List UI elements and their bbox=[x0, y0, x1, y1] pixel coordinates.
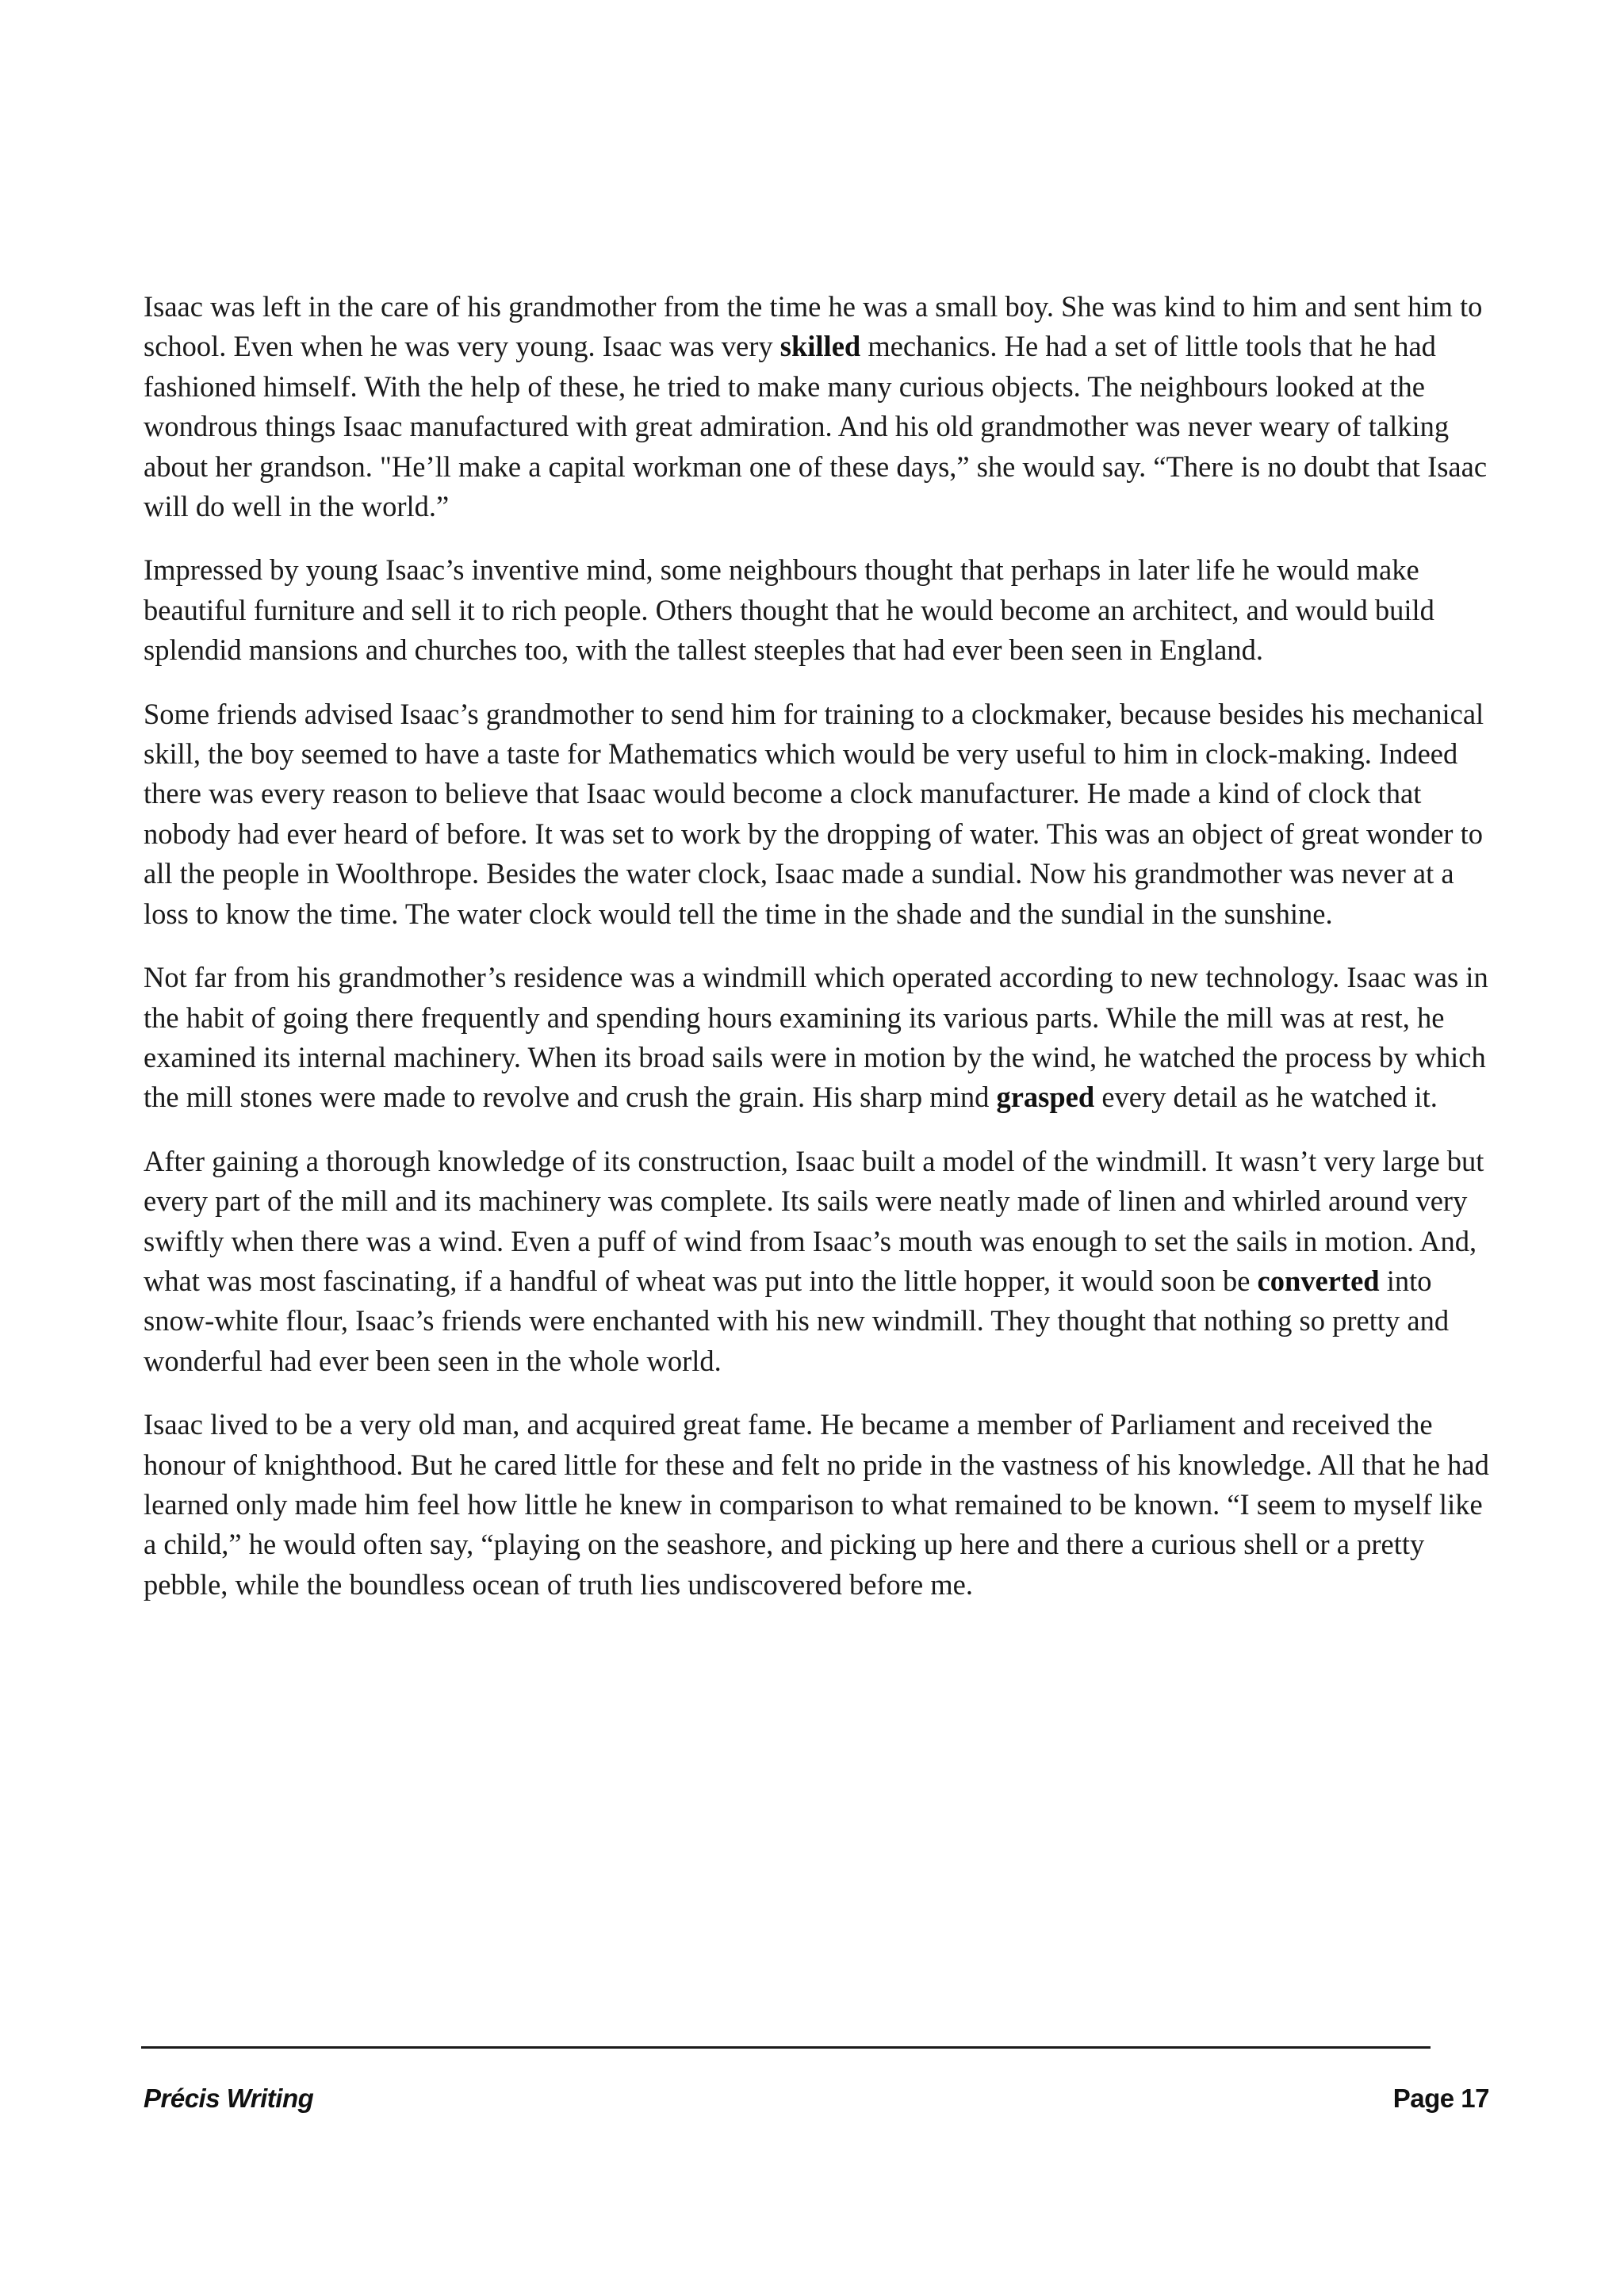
paragraph-text: Impressed by young Isaac’s inventive mind, some neighbours thought that perhaps in later life he would make beautiful furniture and sell it to rich people. Others thought that he would become an architect, and would build splendid mansions and churches too, with the tallest steeples that had ever been seen in England. bbox=[144, 553, 1434, 667]
paragraph bbox=[144, 695, 1492, 934]
paragraph bbox=[144, 550, 1492, 670]
paragraph-text: Isaac was left in the care of his grandmother from the time he was a small boy. She was kind to him and sent him to school. Even when he was very young. Isaac was very bbox=[144, 290, 1483, 363]
bold-term: converted bbox=[1257, 1264, 1380, 1297]
paragraph-text: Some friends advised Isaac’s grandmother to send him for training to a clockmaker, because besides his mechanical skill, the boy seemed to have a taste for Mathematics which would be very useful to him in clock-making. Indeed there was every reason to believe that Isaac would become a clock manufacturer. He made a kind of clock that nobody had ever heard of before. It was set to work by the dropping of water. This was an object of great wonder to all the people in Woolthrope. Besides the water clock, Isaac made a sundial. Now his grandmother was never at a loss to know the time. The water clock would tell the time in the shade and the sundial in the sunshine. bbox=[144, 697, 1484, 930]
bold-term: grasped bbox=[996, 1081, 1095, 1114]
paragraph-text: Isaac lived to be a very old man, and acquired great fame. He became a member of Parliament and received the honour of knighthood. But he cared little for these and felt no pride in the vastness of his knowledge. All that he had learned only made him feel how little he knew in comparison to what remained to be known. “I seem to myself like a child,” he would often say, “playing on the seashore, and picking up here and there a curious shell or a pretty pebble, while the boundless ocean of truth lies undiscovered before me. bbox=[144, 1408, 1489, 1601]
body-text bbox=[144, 287, 1492, 1628]
paragraph-text: Not far from his grandmother’s residence was a windmill which operated according to new technology. Isaac was in the habit of going there frequently and spending hours examining its various parts. While the mill was at rest, he examined its internal machinery. When its broad sails were in motion by the wind, he watched the process by which the mill stones were made to revolve and crush the grain. His sharp mind bbox=[144, 961, 1488, 1114]
footer-rule bbox=[141, 2046, 1431, 2049]
page-number: Page 17 bbox=[1392, 2084, 1489, 2113]
bold-term: skilled bbox=[779, 330, 861, 363]
paragraph-text: every detail as he watched it. bbox=[1094, 1081, 1438, 1114]
paragraph-text: After gaining a thorough knowledge of its construction, Isaac built a model of the windmill. It wasn’t very large but every part of the mill and its machinery was complete. Its sails were neatly made of linen and whirled around very swiftly when there was a wind. Even a puff of wind from Isaac’s mouth was enough to set the sails in motion. And, what was most fascinating, if a handful of wheat was put into the little hopper, it would soon be bbox=[144, 1144, 1484, 1297]
paragraph-text: mechanics. He had a set of little tools that he had fashioned himself. With the help of these, he tried to make many curious objects. The neighbours looked at the wondrous things Isaac manufactured with great admiration. And his old grandmother was never weary of talking about her grandson. "He’ll make a capital workman one of these days,” she would say. “There is no doubt that Isaac will do well in the world.” bbox=[144, 330, 1488, 523]
paragraph-text: into snow-white flour, Isaac’s friends were enchanted with his new windmill. They thought that nothing so pretty and wonderful had ever been seen in the whole world. bbox=[144, 1264, 1450, 1377]
paragraph bbox=[144, 287, 1492, 526]
footer-title: Précis Writing bbox=[144, 2084, 314, 2113]
paragraph bbox=[144, 958, 1492, 1118]
paragraph bbox=[144, 1142, 1492, 1381]
paragraph bbox=[144, 1405, 1492, 1605]
